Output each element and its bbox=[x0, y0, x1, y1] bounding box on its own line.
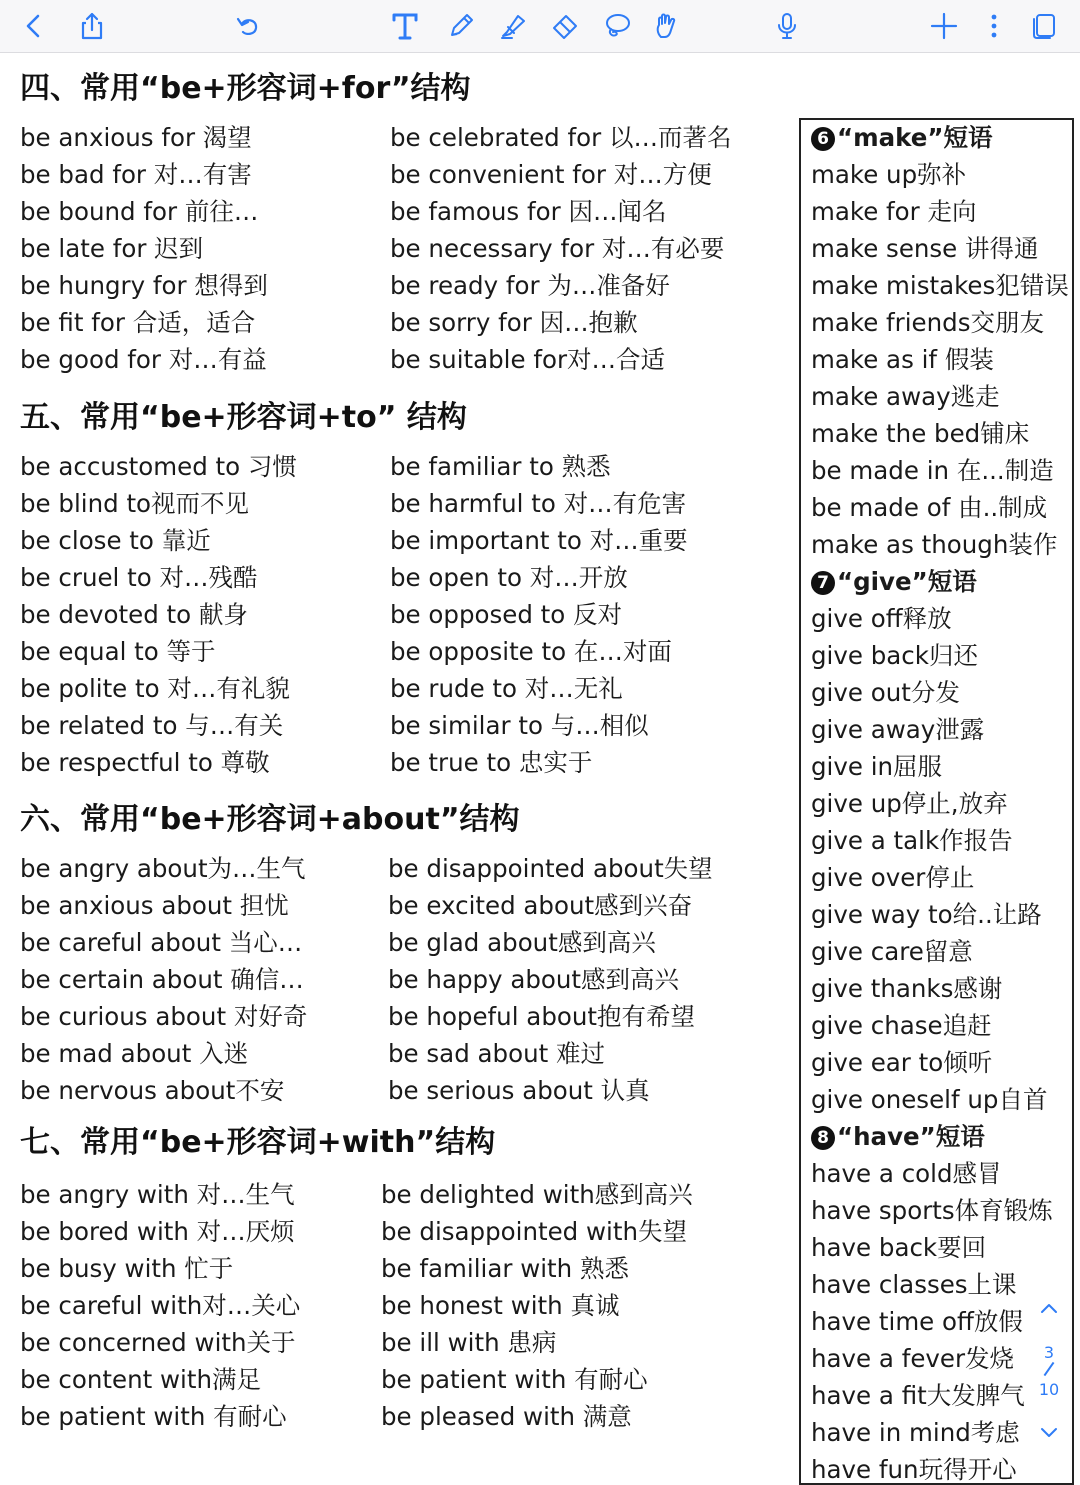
phrase-left: be polite to 对…有礼貌 bbox=[20, 674, 290, 703]
phrase-right: be familiar with 熟悉 bbox=[381, 1254, 629, 1283]
sidebar-phrase: have classes上课 bbox=[811, 1270, 1017, 1299]
section-heading: 四、常用“be+形容词+for”结构 bbox=[20, 71, 471, 106]
phrase-left: be curious about 对好奇 bbox=[20, 1002, 308, 1031]
phrase-left: be patient with 有耐心 bbox=[20, 1402, 287, 1431]
sidebar-phrase: have a fever发烧 bbox=[811, 1344, 1015, 1373]
sidebar-phrase: have a cold感冒 bbox=[811, 1159, 1002, 1188]
top-toolbar bbox=[0, 0, 1080, 53]
phrase-left: be related to 与…有关 bbox=[20, 711, 284, 740]
sidebar-phrase: make mistakes犯错误 bbox=[811, 271, 1069, 300]
sidebar-phrase: give away泄露 bbox=[811, 715, 985, 744]
phrase-left: be busy with 忙于 bbox=[20, 1254, 234, 1283]
phrase-right: be serious about 认真 bbox=[388, 1076, 650, 1105]
section-heading: 六、常用“be+形容词+about”结构 bbox=[20, 802, 520, 837]
page-up-icon[interactable] bbox=[1038, 1298, 1060, 1320]
phrase-right: be excited about感到兴奋 bbox=[388, 891, 693, 920]
phrase-left: be content with满足 bbox=[20, 1365, 261, 1394]
sidebar-phrase: give over停止 bbox=[811, 863, 975, 892]
phrase-right: be suitable for对…合适 bbox=[390, 345, 666, 374]
sidebar-phrase: have in mind考虑 bbox=[811, 1418, 1020, 1447]
back-icon[interactable] bbox=[14, 6, 54, 46]
sidebar-phrase: give off释放 bbox=[811, 604, 952, 633]
phrase-left: be bound for 前往… bbox=[20, 197, 259, 226]
phrase-right: be ill with 患病 bbox=[381, 1328, 557, 1357]
phrase-left: be nervous about不安 bbox=[20, 1076, 285, 1105]
total-pages: 10 bbox=[1038, 1380, 1060, 1399]
group-number-badge: 7 bbox=[811, 571, 835, 595]
phrase-right: be famous for 因…闻名 bbox=[390, 197, 667, 226]
sidebar-phrase: have fun玩得开心 bbox=[811, 1455, 1017, 1484]
phrase-left: be equal to 等于 bbox=[20, 637, 216, 666]
phrase-left: be angry about为…生气 bbox=[20, 854, 306, 883]
phrase-right: be honest with 真诚 bbox=[381, 1291, 620, 1320]
page-divider bbox=[1044, 1362, 1055, 1376]
phrase-left: be good for 对…有益 bbox=[20, 345, 267, 374]
group-number-badge: 8 bbox=[811, 1126, 835, 1150]
phrase-left: be devoted to 献身 bbox=[20, 600, 248, 629]
pen-icon[interactable] bbox=[441, 6, 481, 46]
phrase-left: be anxious for 渴望 bbox=[20, 123, 252, 152]
sidebar-phrase: give up停止,放弃 bbox=[811, 789, 1008, 818]
phrase-right: be disappointed with失望 bbox=[381, 1217, 687, 1246]
sidebar-phrase: give way to给..让路 bbox=[811, 900, 1042, 929]
phrase-right: be familiar to 熟悉 bbox=[390, 452, 611, 481]
phrase-left: be close to 靠近 bbox=[20, 526, 211, 555]
sidebar-phrase: make sense 讲得通 bbox=[811, 234, 1039, 263]
phrase-right: be pleased with 满意 bbox=[381, 1402, 632, 1431]
sidebar-phrase: give ear to倾听 bbox=[811, 1048, 993, 1077]
phrase-right: be important to 对…重要 bbox=[390, 526, 688, 555]
phrase-right: be sorry for 因…抱歉 bbox=[390, 308, 638, 337]
phrase-right: be necessary for 对…有必要 bbox=[390, 234, 725, 263]
phrase-right: be disappointed about失望 bbox=[388, 854, 713, 883]
phrase-left: be hungry for 想得到 bbox=[20, 271, 268, 300]
phrase-left: be respectful to 尊敬 bbox=[20, 748, 270, 777]
phrase-right: be open to 对…开放 bbox=[390, 563, 628, 592]
phrase-right: be celebrated for 以…而著名 bbox=[390, 123, 732, 152]
phrase-left: be bad for 对…有害 bbox=[20, 160, 252, 189]
phrase-right: be similar to 与…相似 bbox=[390, 711, 649, 740]
sidebar-phrase: give back归还 bbox=[811, 641, 978, 670]
phrase-right: be ready for 为…准备好 bbox=[390, 271, 670, 300]
add-icon[interactable] bbox=[924, 6, 964, 46]
phrase-right: be delighted with感到高兴 bbox=[381, 1180, 693, 1209]
phrase-left: be bored with 对…厌烦 bbox=[20, 1217, 295, 1246]
sidebar-phrase: have a fit大发脾气 bbox=[811, 1381, 1025, 1410]
section-heading: 七、常用“be+形容词+with”结构 bbox=[20, 1125, 496, 1160]
phrase-right: be hopeful about抱有希望 bbox=[388, 1002, 695, 1031]
sidebar-group-heading bbox=[811, 1118, 985, 1155]
phrase-left: be anxious about 担忧 bbox=[20, 891, 289, 920]
phrase-right: be convenient for 对…方便 bbox=[390, 160, 712, 189]
sidebar-phrase: give a talk作报告 bbox=[811, 826, 1013, 855]
hand-icon[interactable] bbox=[647, 6, 687, 46]
sidebar-phrase: make as though装作 bbox=[811, 530, 1058, 559]
sidebar-phrase-list bbox=[799, 118, 1074, 1485]
lasso-icon[interactable] bbox=[597, 6, 637, 46]
phrase-right: be true to 忠实于 bbox=[390, 748, 593, 777]
page-indicator bbox=[1032, 1296, 1066, 1456]
sidebar-phrase: give chase追赶 bbox=[811, 1011, 992, 1040]
share-icon[interactable] bbox=[72, 6, 112, 46]
phrase-left: be accustomed to 习惯 bbox=[20, 452, 297, 481]
sidebar-phrase: give out分发 bbox=[811, 678, 960, 707]
sidebar-phrase: have sports体育锻炼 bbox=[811, 1196, 1053, 1225]
eraser-icon[interactable] bbox=[545, 6, 585, 46]
phrase-right: be happy about感到高兴 bbox=[388, 965, 680, 994]
microphone-icon[interactable] bbox=[767, 6, 807, 46]
undo-icon[interactable] bbox=[228, 6, 268, 46]
sidebar-phrase: make friends交朋友 bbox=[811, 308, 1044, 337]
document-page bbox=[0, 53, 1080, 1484]
phrase-left: be careful with对…关心 bbox=[20, 1291, 301, 1320]
sidebar-phrase: make the bed铺床 bbox=[811, 419, 1030, 448]
phrase-left: be late for 迟到 bbox=[20, 234, 204, 263]
phrase-left: be blind to视而不见 bbox=[20, 489, 250, 518]
phrase-left: be concerned with关于 bbox=[20, 1328, 296, 1357]
sidebar-group-heading bbox=[811, 563, 977, 600]
sidebar-group-heading bbox=[811, 119, 993, 156]
sidebar-phrase: give thanks感谢 bbox=[811, 974, 1003, 1003]
phrase-left: be careful about 当心… bbox=[20, 928, 303, 957]
highlighter-icon[interactable] bbox=[493, 6, 533, 46]
sidebar-phrase: make up弥补 bbox=[811, 160, 967, 189]
group-title: “give”短语 bbox=[837, 567, 977, 596]
sidebar-phrase: make as if 假装 bbox=[811, 345, 994, 374]
phrase-right: be patient with 有耐心 bbox=[381, 1365, 648, 1394]
phrase-right: be glad about感到高兴 bbox=[388, 928, 656, 957]
phrase-left: be cruel to 对…残酷 bbox=[20, 563, 258, 592]
more-icon[interactable] bbox=[974, 6, 1014, 46]
sidebar-phrase: give oneself up自首 bbox=[811, 1085, 1048, 1114]
sidebar-phrase: give care留意 bbox=[811, 937, 973, 966]
phrase-right: be rude to 对…无礼 bbox=[390, 674, 623, 703]
sidebar-phrase: make away逃走 bbox=[811, 382, 1000, 411]
phrase-right: be sad about 难过 bbox=[388, 1039, 606, 1068]
sidebar-phrase: be made in 在...制造 bbox=[811, 456, 1054, 485]
sidebar-phrase: have time off放假 bbox=[811, 1307, 1023, 1336]
sidebar-phrase: make for 走向 bbox=[811, 197, 977, 226]
sidebar-phrase: be made of 由..制成 bbox=[811, 493, 1048, 522]
phrase-left: be fit for 合适，适合 bbox=[20, 308, 256, 337]
phrase-right: be opposed to 反对 bbox=[390, 600, 623, 629]
phrase-right: be harmful to 对…有危害 bbox=[390, 489, 687, 518]
group-number-badge: 6 bbox=[811, 127, 835, 151]
phrase-left: be certain about 确信… bbox=[20, 965, 304, 994]
phrase-right: be opposite to 在…对面 bbox=[390, 637, 672, 666]
text-tool-icon[interactable] bbox=[385, 6, 425, 46]
sidebar-phrase: give in屈服 bbox=[811, 752, 943, 781]
group-title: “have”短语 bbox=[837, 1122, 985, 1151]
phrase-left: be mad about 入迷 bbox=[20, 1039, 249, 1068]
section-heading: 五、常用“be+形容词+to” 结构 bbox=[20, 400, 467, 435]
pages-icon[interactable] bbox=[1024, 6, 1064, 46]
sidebar-phrase: have back要回 bbox=[811, 1233, 987, 1262]
phrase-left: be angry with 对…生气 bbox=[20, 1180, 295, 1209]
current-page: 3 bbox=[1043, 1343, 1055, 1362]
group-title: “make”短语 bbox=[837, 123, 993, 152]
